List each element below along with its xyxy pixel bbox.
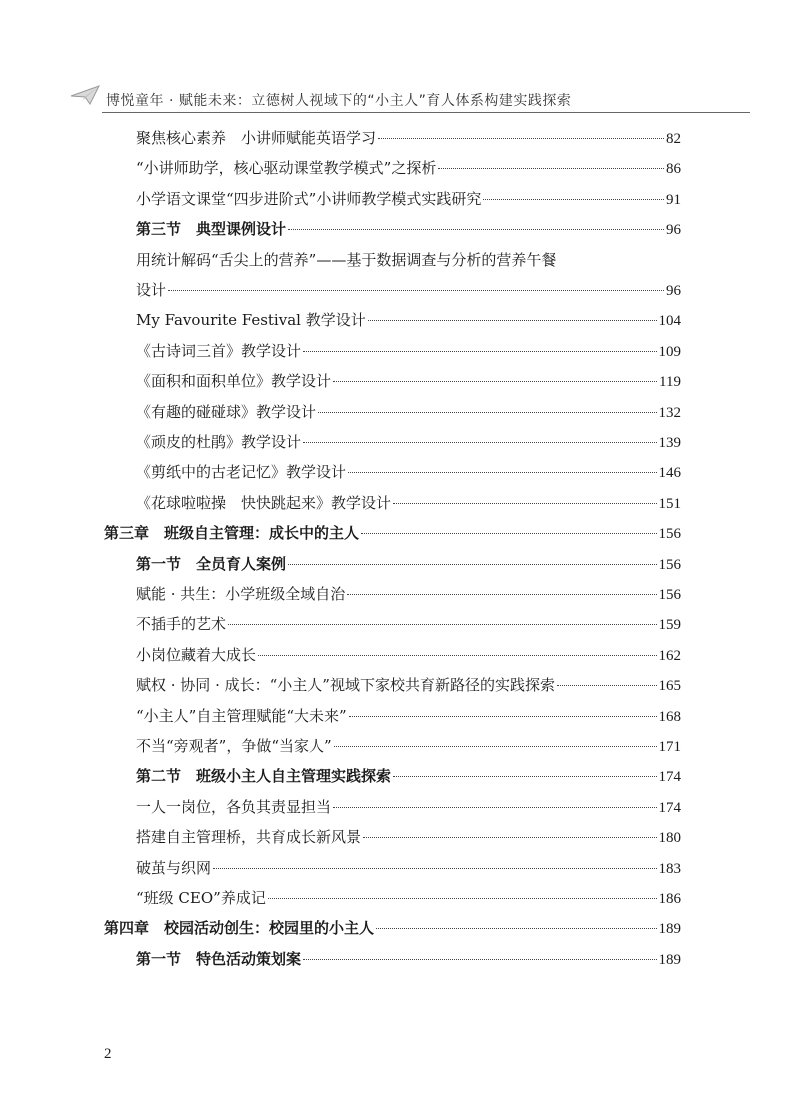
toc-entry[interactable] bbox=[136, 187, 681, 211]
toc-page-number: 189 bbox=[658, 921, 681, 938]
toc-page-number: 104 bbox=[658, 313, 681, 330]
toc-page-number: 168 bbox=[658, 708, 681, 725]
leader-dots bbox=[303, 351, 656, 352]
leader-dots bbox=[483, 199, 664, 200]
toc-entry-continued[interactable]: 用统计解码“舌尖上的营养”——基于数据调查与分析的营养午餐 bbox=[136, 250, 557, 269]
toc-page-number: 139 bbox=[658, 435, 681, 451]
toc-entry-title: 《有趣的碰碰球》教学设计 bbox=[136, 402, 317, 421]
toc-entry[interactable] bbox=[136, 369, 681, 393]
leader-dots bbox=[348, 472, 656, 473]
toc-section[interactable] bbox=[136, 947, 681, 971]
toc-page-number: 132 bbox=[658, 404, 681, 421]
toc-page-number: 174 bbox=[658, 799, 681, 816]
page-number: 2 bbox=[104, 1046, 112, 1062]
leader-dots bbox=[288, 229, 664, 230]
toc-entry-title: 第一节 特色活动策划案 bbox=[136, 949, 302, 968]
leader-dots bbox=[376, 928, 656, 929]
toc-entry[interactable] bbox=[136, 460, 681, 484]
leader-dots bbox=[318, 412, 656, 413]
leader-dots bbox=[268, 898, 657, 899]
toc-entry-title: 赋能 · 共生：小学班级全域自治 bbox=[136, 585, 346, 603]
toc-page-number: 119 bbox=[659, 374, 681, 391]
leader-dots bbox=[258, 655, 656, 656]
toc-page-number: 174 bbox=[658, 769, 681, 786]
toc-entry-title: 赋权 · 协同 · 成长：“小主人”视域下家校共育新路径的实践探索 bbox=[136, 676, 555, 695]
toc-page-number: 165 bbox=[658, 678, 681, 695]
toc-entry[interactable] bbox=[136, 278, 681, 302]
leader-dots bbox=[288, 564, 656, 565]
toc-entry-title: 第二节 班级小主人自主管理实践探索 bbox=[136, 767, 392, 786]
leader-dots bbox=[349, 716, 657, 717]
toc-page-number: 156 bbox=[658, 587, 681, 603]
toc-page-number: 159 bbox=[658, 617, 681, 634]
toc-entry-title: 不插手的艺术 bbox=[136, 615, 227, 634]
toc-entry[interactable] bbox=[136, 825, 681, 849]
header-rule bbox=[102, 112, 750, 113]
toc-page-number: 156 bbox=[658, 556, 681, 573]
toc-page-number: 86 bbox=[666, 161, 681, 178]
toc-entry[interactable] bbox=[136, 126, 681, 150]
toc-section[interactable] bbox=[136, 217, 681, 241]
toc-entry[interactable] bbox=[136, 704, 681, 728]
toc-entry-title: “班级 CEO”养成记 bbox=[136, 889, 266, 907]
toc-page-number: 183 bbox=[658, 860, 681, 877]
toc-entry-title: 一人一岗位，各负其责显担当 bbox=[136, 797, 332, 816]
toc-page-number: 151 bbox=[658, 495, 681, 512]
toc-entry[interactable] bbox=[136, 491, 681, 515]
toc-entry-title: 第三章 班级自主管理：成长中的主人 bbox=[104, 524, 360, 543]
toc-entry[interactable] bbox=[136, 673, 681, 697]
toc-entry[interactable] bbox=[136, 400, 681, 424]
toc-entry-title: 《剪纸中的古老记忆》教学设计 bbox=[136, 463, 347, 482]
leader-dots bbox=[393, 776, 656, 777]
leader-dots bbox=[363, 837, 656, 838]
toc-entry[interactable] bbox=[136, 430, 681, 454]
leader-dots bbox=[228, 624, 656, 625]
toc-entry[interactable] bbox=[136, 582, 681, 606]
toc-entry[interactable] bbox=[136, 795, 681, 819]
book-title: 博悦童年 · 赋能未来：立德树人视域下的“小主人”育人体系构建实践探索 bbox=[106, 93, 572, 109]
toc-entry[interactable] bbox=[136, 856, 681, 880]
toc-entry-title: 第三节 典型课例设计 bbox=[136, 220, 287, 239]
toc-page-number: 180 bbox=[658, 830, 681, 847]
toc-entry-title: 聚焦核心素养 小讲师赋能英语学习 bbox=[136, 129, 377, 147]
toc-section[interactable] bbox=[136, 764, 681, 788]
toc-entry-title: “小讲师助学，核心驱动课堂教学模式”之探析 bbox=[136, 159, 437, 178]
toc-page-number: 186 bbox=[658, 891, 681, 907]
toc-entry[interactable] bbox=[136, 156, 681, 180]
toc-entry-title: 《顽皮的杜鹃》教学设计 bbox=[136, 433, 302, 451]
leader-dots bbox=[333, 807, 656, 808]
leader-dots bbox=[303, 959, 656, 960]
leader-dots bbox=[168, 290, 664, 291]
leader-dots bbox=[303, 442, 656, 443]
leader-dots bbox=[378, 138, 664, 139]
leader-dots bbox=[368, 320, 657, 321]
toc-page-number: 96 bbox=[666, 283, 681, 299]
leader-dots bbox=[393, 503, 656, 504]
leader-dots bbox=[334, 746, 657, 747]
toc-page-number: 189 bbox=[658, 951, 681, 968]
toc-entry-title: 破茧与织网 bbox=[136, 858, 212, 877]
toc-entry-title: “小主人”自主管理赋能“大未来” bbox=[136, 706, 347, 725]
toc-entry-title: 第一节 全员育人案例 bbox=[136, 554, 287, 573]
toc-section[interactable] bbox=[136, 552, 681, 576]
toc-page-number: 109 bbox=[658, 343, 681, 360]
toc-entry-title: 小岗位藏着大成长 bbox=[136, 645, 257, 664]
leader-dots bbox=[213, 868, 656, 869]
leader-dots bbox=[557, 685, 657, 686]
toc-entry[interactable] bbox=[136, 734, 681, 758]
toc-page-number: 82 bbox=[666, 131, 681, 147]
toc-entry[interactable] bbox=[136, 339, 681, 363]
toc-page-number: 162 bbox=[658, 647, 681, 664]
toc-chapter[interactable] bbox=[104, 521, 681, 545]
toc-entry[interactable] bbox=[136, 612, 681, 636]
toc-page-number: 91 bbox=[666, 191, 681, 208]
toc-entry-title: 小学语文课堂“四步进阶式”小讲师教学模式实践研究 bbox=[136, 189, 482, 208]
toc-page-number: 96 bbox=[666, 222, 681, 239]
toc-page-number: 156 bbox=[658, 526, 681, 543]
toc-entry-title: 第四章 校园活动创生：校园里的小主人 bbox=[104, 919, 375, 938]
toc-entry-title: 《古诗词三首》教学设计 bbox=[136, 341, 302, 360]
toc-entry-title: 不当“旁观者”，争做“当家人” bbox=[136, 737, 332, 755]
paper-plane-icon bbox=[70, 84, 100, 110]
toc-entry-title: 搭建自主管理桥，共育成长新风景 bbox=[136, 828, 362, 847]
leader-dots bbox=[438, 168, 664, 169]
toc-entry-title: 《面积和面积单位》教学设计 bbox=[136, 372, 332, 391]
toc-entry-title: My Favourite Festival 教学设计 bbox=[136, 311, 366, 330]
toc-entry-title: 《花球啦啦操 快快跳起来》教学设计 bbox=[136, 493, 392, 512]
running-header bbox=[70, 84, 760, 114]
toc-entry[interactable] bbox=[136, 308, 681, 332]
leader-dots bbox=[347, 594, 656, 595]
toc-entry[interactable] bbox=[136, 643, 681, 667]
toc-page-number: 171 bbox=[658, 739, 681, 755]
toc-entry[interactable] bbox=[136, 886, 681, 910]
toc-chapter[interactable] bbox=[104, 916, 681, 940]
toc-entry-title: 设计 bbox=[136, 281, 167, 299]
leader-dots bbox=[333, 381, 657, 382]
leader-dots bbox=[361, 533, 656, 534]
toc-page-number: 146 bbox=[658, 465, 681, 482]
